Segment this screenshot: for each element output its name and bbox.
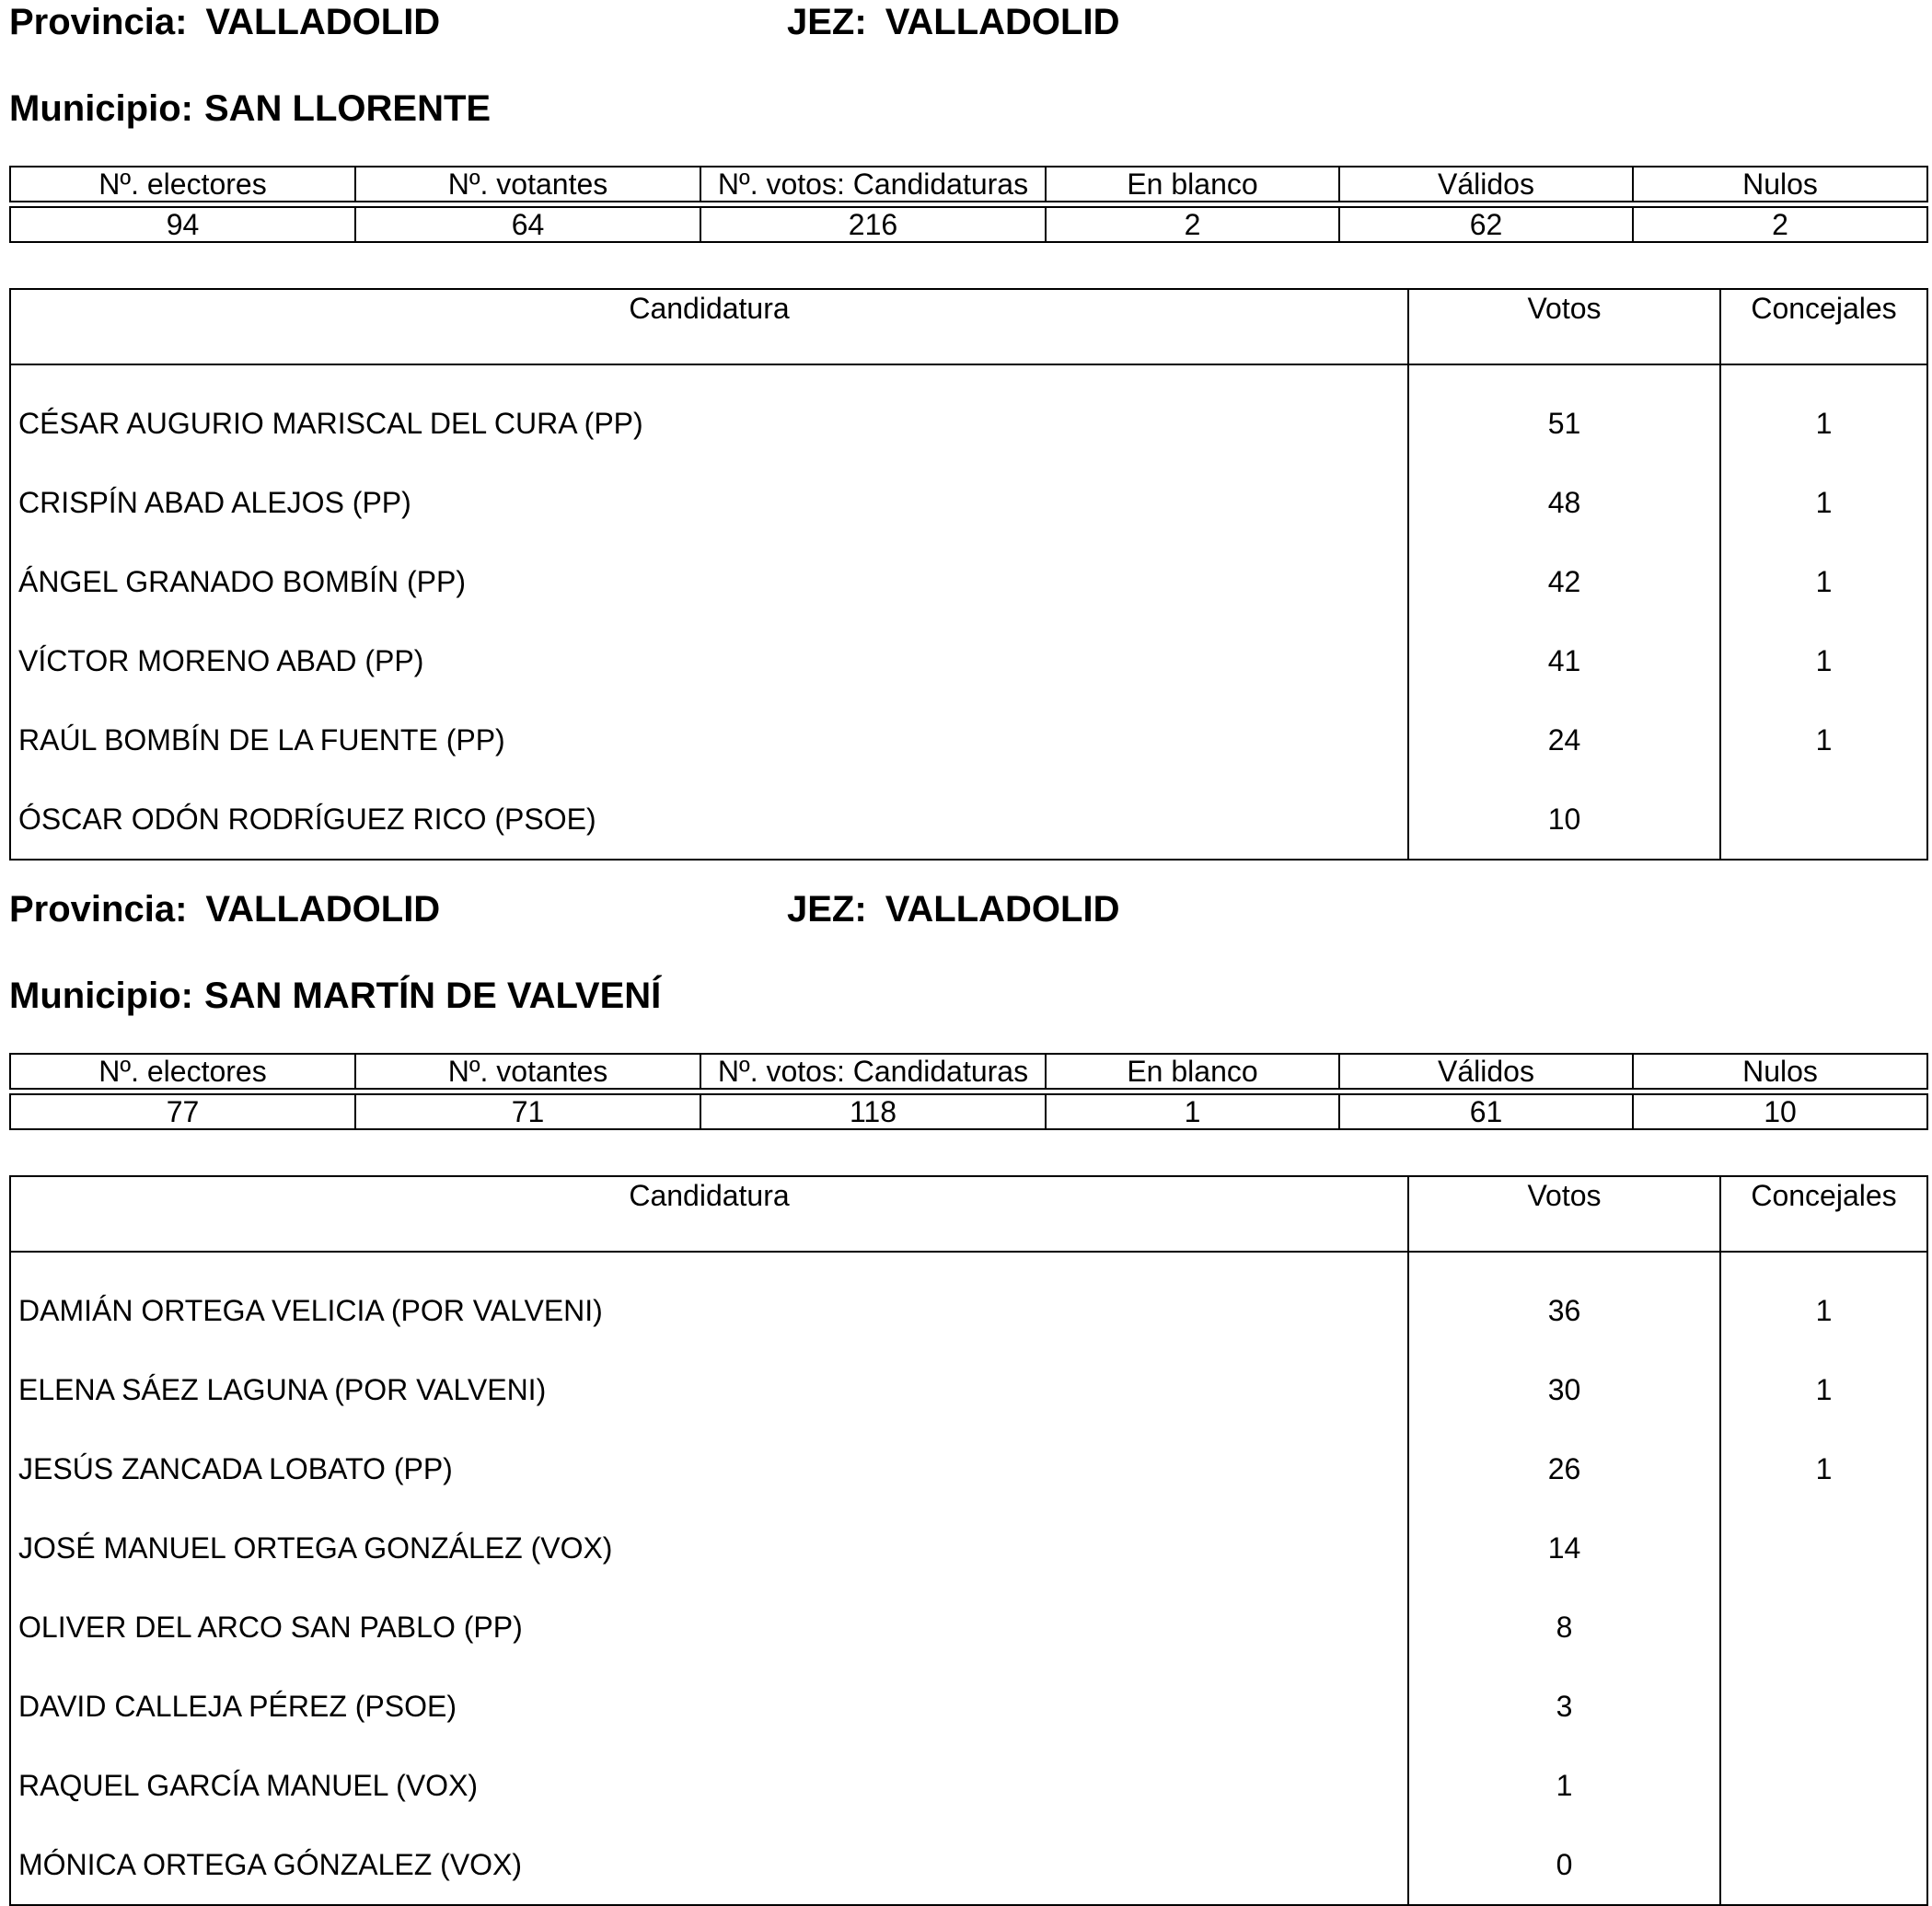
candidate-row <box>10 621 1927 700</box>
stats-value-electores: 94 <box>10 207 355 242</box>
stats-header-validos: Válidos <box>1339 167 1633 202</box>
candidate-row <box>10 1825 1927 1905</box>
stats-header-row <box>10 167 1927 202</box>
candidate-concejales: 1 <box>1720 542 1927 621</box>
stats-value-validos: 62 <box>1339 207 1633 242</box>
candidate-votos: 41 <box>1408 621 1720 700</box>
candidate-votos: 0 <box>1408 1825 1720 1905</box>
stats-header-votantes: Nº. votantes <box>355 167 700 202</box>
jez-label: JEZ: <box>787 2 867 42</box>
candidate-row <box>10 780 1927 860</box>
candidate-votos: 42 <box>1408 542 1720 621</box>
candidate-concejales: 1 <box>1720 1350 1927 1429</box>
stats-header-en-blanco: En blanco <box>1046 1054 1339 1089</box>
candidate-row <box>10 542 1927 621</box>
header-candidatura: Candidatura <box>10 289 1408 364</box>
stats-value-votos-candidaturas: 216 <box>700 207 1046 242</box>
stats-value-nulos: 2 <box>1633 207 1927 242</box>
candidate-name: MÓNICA ORTEGA GÓNZALEZ (VOX) <box>18 1848 523 1881</box>
candidate-votos: 10 <box>1408 780 1720 860</box>
candidate-row <box>10 1429 1927 1508</box>
candidate-row <box>10 364 1927 463</box>
stats-value-validos: 61 <box>1339 1094 1633 1129</box>
candidate-name: ÓSCAR ODÓN RODRÍGUEZ RICO (PSOE) <box>18 803 596 836</box>
municipio-heading <box>9 87 491 131</box>
municipio-block-2 <box>0 887 1932 1889</box>
stats-header-votos-candidaturas: Nº. votos: Candidaturas <box>700 167 1046 202</box>
candidate-concejales: 1 <box>1720 463 1927 542</box>
provincia-heading <box>9 887 440 931</box>
candidate-concejales: 1 <box>1720 364 1927 463</box>
jez-value: VALLADOLID <box>885 889 1120 930</box>
provincia-value: VALLADOLID <box>205 2 441 42</box>
stats-value-electores: 77 <box>10 1094 355 1129</box>
stats-header-electores: Nº. electores <box>10 167 355 202</box>
candidate-name: CÉSAR AUGURIO MARISCAL DEL CURA (PP) <box>18 407 643 440</box>
stats-value-votantes: 64 <box>355 207 700 242</box>
stats-value-votantes: 71 <box>355 1094 700 1129</box>
candidate-row <box>10 1508 1927 1588</box>
candidate-votos: 48 <box>1408 463 1720 542</box>
candidate-name: VÍCTOR MORENO ABAD (PP) <box>18 644 424 677</box>
header-votos: Votos <box>1408 289 1720 364</box>
candidate-votos: 1 <box>1408 1746 1720 1825</box>
stats-value-en-blanco: 1 <box>1046 1094 1339 1129</box>
header-concejales: Concejales <box>1720 1176 1927 1252</box>
candidates-table <box>9 288 1928 861</box>
provincia-value: VALLADOLID <box>205 889 441 930</box>
jez-value: VALLADOLID <box>885 2 1120 42</box>
stats-value-votos-candidaturas: 118 <box>700 1094 1046 1129</box>
municipio-value: SAN LLORENTE <box>203 88 492 129</box>
candidate-concejales: 1 <box>1720 1429 1927 1508</box>
candidate-votos: 24 <box>1408 700 1720 780</box>
header-candidatura: Candidatura <box>10 1176 1408 1252</box>
candidate-row <box>10 1252 1927 1350</box>
stats-header-validos: Válidos <box>1339 1054 1633 1089</box>
stats-header-en-blanco: En blanco <box>1046 167 1339 202</box>
candidates-header-row <box>10 289 1927 364</box>
municipio-block-1 <box>0 0 1932 865</box>
candidate-name: DAVID CALLEJA PÉREZ (PSOE) <box>18 1690 457 1723</box>
candidate-name: DAMIÁN ORTEGA VELICIA (POR VALVENI) <box>18 1294 603 1327</box>
candidates-header-row <box>10 1176 1927 1252</box>
candidate-concejales: 1 <box>1720 621 1927 700</box>
candidate-row <box>10 463 1927 542</box>
candidate-name: JESÚS ZANCADA LOBATO (PP) <box>18 1452 453 1485</box>
stats-value-row <box>10 1094 1927 1129</box>
provincia-heading <box>9 0 440 44</box>
candidate-name: OLIVER DEL ARCO SAN PABLO (PP) <box>18 1611 523 1644</box>
candidate-votos: 36 <box>1408 1252 1720 1350</box>
candidate-concejales <box>1720 1825 1927 1905</box>
jez-label: JEZ: <box>787 889 867 930</box>
candidate-votos: 8 <box>1408 1588 1720 1667</box>
candidate-concejales <box>1720 1508 1927 1588</box>
stats-table <box>9 1053 1928 1130</box>
stats-value-row <box>10 207 1927 242</box>
candidate-concejales <box>1720 780 1927 860</box>
candidate-concejales: 1 <box>1720 700 1927 780</box>
provincia-label: Provincia: <box>9 889 188 930</box>
candidates-table <box>9 1175 1928 1906</box>
candidate-name: ÁNGEL GRANADO BOMBÍN (PP) <box>18 565 466 598</box>
candidate-row <box>10 1667 1927 1746</box>
header-votos: Votos <box>1408 1176 1720 1252</box>
municipio-label: Municipio: <box>9 976 193 1016</box>
candidate-name: ELENA SÁEZ LAGUNA (POR VALVENI) <box>18 1373 547 1406</box>
stats-header-votantes: Nº. votantes <box>355 1054 700 1089</box>
jez-heading <box>787 887 1119 931</box>
candidate-name: JOSÉ MANUEL ORTEGA GONZÁLEZ (VOX) <box>18 1531 613 1565</box>
stats-header-row <box>10 1054 1927 1089</box>
candidate-row <box>10 1746 1927 1825</box>
stats-header-electores: Nº. electores <box>10 1054 355 1089</box>
stats-value-nulos: 10 <box>1633 1094 1927 1129</box>
candidate-concejales: 1 <box>1720 1252 1927 1350</box>
stats-value-en-blanco: 2 <box>1046 207 1339 242</box>
candidate-name: RAÚL BOMBÍN DE LA FUENTE (PP) <box>18 723 505 757</box>
candidate-votos: 14 <box>1408 1508 1720 1588</box>
candidate-votos: 3 <box>1408 1667 1720 1746</box>
stats-header-nulos: Nulos <box>1633 1054 1927 1089</box>
municipio-label: Municipio: <box>9 88 193 129</box>
candidate-row <box>10 1588 1927 1667</box>
provincia-label: Provincia: <box>9 2 188 42</box>
candidate-concejales <box>1720 1588 1927 1667</box>
municipio-heading <box>9 974 661 1018</box>
candidate-name: RAQUEL GARCÍA MANUEL (VOX) <box>18 1769 479 1802</box>
candidate-name: CRISPÍN ABAD ALEJOS (PP) <box>18 486 411 519</box>
stats-header-nulos: Nulos <box>1633 167 1927 202</box>
candidate-concejales <box>1720 1746 1927 1825</box>
candidate-votos: 30 <box>1408 1350 1720 1429</box>
jez-heading <box>787 0 1119 44</box>
candidate-votos: 51 <box>1408 364 1720 463</box>
header-concejales: Concejales <box>1720 289 1927 364</box>
stats-header-votos-candidaturas: Nº. votos: Candidaturas <box>700 1054 1046 1089</box>
municipio-value: SAN MARTÍN DE VALVENÍ <box>203 976 662 1016</box>
candidate-row <box>10 1350 1927 1429</box>
candidate-concejales <box>1720 1667 1927 1746</box>
candidate-votos: 26 <box>1408 1429 1720 1508</box>
candidate-row <box>10 700 1927 780</box>
stats-table <box>9 166 1928 243</box>
